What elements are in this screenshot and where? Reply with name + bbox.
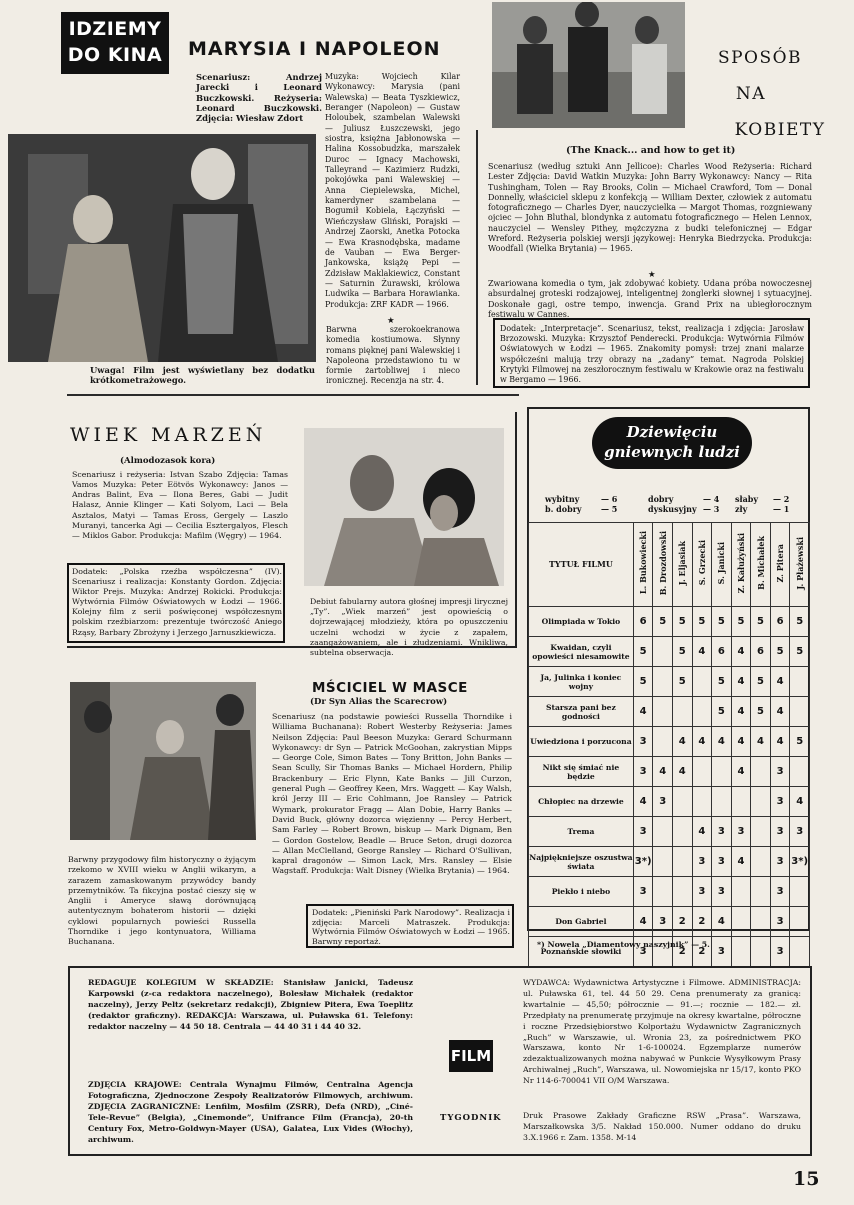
- msciciel-photo-figures: [70, 682, 256, 840]
- score-cell: 4: [751, 727, 771, 757]
- score-cell: [653, 727, 673, 757]
- score-cell: 2: [673, 907, 693, 937]
- score-cell: [790, 697, 810, 727]
- wiek-photo: [304, 428, 504, 586]
- score-cell: 6: [633, 607, 653, 637]
- ratings-legend: [545, 494, 805, 514]
- score-cell: 4: [731, 697, 751, 727]
- score-cell: 5: [653, 607, 673, 637]
- score-cell: 4: [633, 907, 653, 937]
- score-cell: 3: [790, 817, 810, 847]
- legend-label: b. dobry: [545, 504, 582, 514]
- score-cell: 4: [790, 787, 810, 817]
- score-cell: 4: [673, 727, 693, 757]
- score-cell: 4: [712, 907, 732, 937]
- score-cell: 5: [751, 607, 771, 637]
- score-cell: 5: [751, 697, 771, 727]
- msciciel-credits: Scenariusz (na podstawie powieści Russella Thorndike i Williama Buchanana): Robert Westerby Reżyseria: James Neilson Zdjęcia: Paul Beeson Muzyka: Gerard Schurmann Wykonawcy: dr Syn — Patrick McGoohan, zakrystian Mipps — George Cole, Simon Bates — Tony Britton, John Banks — Sean Scully, Sir Thomas Banks — Michael Hordern, Philip Brackenbury — Eric Flynn, Kate Banks — Jill Curzon, general Pugh — Geoffrey Keen, Mrs. Waggett — Kay Walsh, król Jerzy III — Eric Cohlmann, Joe Ransley — Patrick Wymark, prokurator Fragg — Alan Dobie, Harry Banks — David Buck, główny dozorca więzienny — Percy Herbert, Sam Farley — Robert Brown, biskup — Mark Dignam, Ben — Gordon Gostelow, Beadle — Bruce Seton, drugi dozorca — Allan McClelland, George Ransley — Richard O'Sullivan, kapral dragonów — Simon Lack, Mrs. Ransley — Elsie Wagstaff. Produkcja: Walt Disney (Wielka Brytania) — 1964.: [272, 712, 512, 876]
- score-cell: 3*): [790, 847, 810, 877]
- score-cell: [751, 907, 771, 937]
- score-cell: [712, 757, 732, 787]
- score-cell: 3: [633, 727, 653, 757]
- score-cell: [712, 787, 732, 817]
- marysia-title: MARYSIA I NAPOLEON: [188, 38, 441, 60]
- score-cell: 4: [633, 697, 653, 727]
- score-cell: 3: [633, 877, 653, 907]
- page-number: 15: [793, 1168, 820, 1190]
- score-cell: [673, 787, 693, 817]
- score-cell: 5: [790, 607, 810, 637]
- legend-value: — 5: [601, 504, 618, 514]
- knack-addon: Dodatek: „Interpretacje”. Scenariusz, tekst, realizacja i zdjęcia: Jarosław Brzozowski. Muzyka: Krzysztof Penderecki. Produkcja: Wytwórnia Filmów Oświatowych w Łodzi — 1965. Znakomity pomysł: trzej znani malarze współcześni malują trzy obrazy na „zadany” temat. Nagroda Polskiej Krytyki Filmowej na zeszłorocznym festiwalu w Krakowie oraz na festiwalu w Bergamo — 1966.: [500, 324, 804, 385]
- score-cell: 6: [712, 637, 732, 667]
- msciciel-subtitle: (Dr Syn Alias the Scarecrow): [310, 697, 448, 707]
- critic-name: B. Michałek: [755, 536, 766, 590]
- score-cell: 4: [731, 637, 751, 667]
- knack-title-line1: SPOSÓB: [717, 48, 803, 68]
- score-cell: [731, 877, 751, 907]
- critic-header: [790, 523, 810, 607]
- rating-row: [529, 667, 810, 697]
- score-cell: 5: [712, 697, 732, 727]
- film-column-header: TYTUŁ FILMU: [529, 523, 634, 607]
- score-cell: [653, 697, 673, 727]
- score-cell: 4: [770, 667, 790, 697]
- msciciel-addon: Dodatek: „Pieniński Park Narodowy”. Realizacja i zdjęcia: Marceli Matraszek. Produkcja: Wytwórnia Filmów Oświatowych w Łodzi — 1965. Barwny reportaż.: [312, 908, 510, 947]
- score-cell: [673, 817, 693, 847]
- critic-header: [633, 523, 653, 607]
- film-title: Uwiedziona i porzucona: [529, 727, 634, 757]
- score-cell: 5: [712, 667, 732, 697]
- film-title: Kwaidan, czyli opowieści niesamowite: [529, 637, 634, 667]
- ratings-table: [528, 522, 810, 967]
- critic-name: S. Janicki: [716, 541, 727, 585]
- score-cell: [751, 757, 771, 787]
- score-cell: 3: [770, 787, 790, 817]
- score-cell: 5: [790, 637, 810, 667]
- score-cell: [790, 667, 810, 697]
- score-cell: [692, 787, 712, 817]
- marysia-warning: Uwaga! Film jest wyświetlany bez dodatku krótkometrażowego.: [90, 365, 315, 386]
- score-cell: [692, 667, 712, 697]
- score-cell: [790, 757, 810, 787]
- score-cell: [790, 877, 810, 907]
- score-cell: [751, 817, 771, 847]
- wiek-review: Debiut fabularny autora głośnej impresji lirycznej „Ty”. „Wiek marzeń” jest opowieścią o dojrzewającej młodzieży, która po opuszczeniu uczelni wchodzi w życie z zapałem, zaangażowaniem, ale i złudzeniami. Wnikliwa, subtelna obserwacja.: [310, 597, 508, 658]
- score-cell: 4: [692, 637, 712, 667]
- film-title: Starsza pani bez godności: [529, 697, 634, 727]
- score-cell: 4: [692, 727, 712, 757]
- score-cell: 5: [790, 727, 810, 757]
- score-cell: [751, 847, 771, 877]
- legend-value: — 6: [601, 494, 618, 504]
- knack-star: ★: [648, 269, 656, 279]
- score-cell: 3: [712, 817, 732, 847]
- score-cell: 5: [770, 637, 790, 667]
- ratings-title-line1: Dziewięciu: [626, 423, 718, 441]
- knack-review: Zwariowana komedia o tym, jak zdobywać kobiety. Udana próba nowoczesnej absurdalnej groteski rodzajowej, inteligentnej żonglerki słownej i sytuacyjnej. Doskonałe gagi, ostre tempo, inwencja. Grand Prix na ubiegłorocznym festiwalu w Cannes.: [488, 279, 812, 319]
- critic-name: J. Eljasiak: [677, 540, 688, 586]
- score-cell: 6: [770, 607, 790, 637]
- knack-photo-figures: [492, 2, 685, 128]
- wiek-credits: Scenariusz i reżyseria: Istvan Szabo Zdjęcia: Tamas Vamos Muzyka: Peter Eötvös Wykonawcy: Janos — Andras Balint, Eva — Ilona Beres, Gabi — Judit Halasz, Annie Klinger — Kati Solyom, Laci — Bela Asztalos, Matyi — Tamas Eross, Gergely — Laszlo Muranyi, tancerka Agi — Cecilia Esztergalyos, Flesch — Miklos Gabor. Produkcja: Mafilm (Węgry) — 1964.: [72, 470, 288, 540]
- legend-label: dyskusyjny: [648, 504, 697, 514]
- score-cell: 3: [770, 757, 790, 787]
- critic-header: [731, 523, 751, 607]
- rating-row: [529, 637, 810, 667]
- critic-name: Z. Pitera: [775, 543, 786, 583]
- critic-header: [673, 523, 693, 607]
- rating-row: [529, 727, 810, 757]
- score-cell: 3: [692, 877, 712, 907]
- film-title: Poznańskie słowiki: [529, 937, 634, 967]
- score-cell: [790, 937, 810, 967]
- legend-value: — 2: [773, 494, 790, 504]
- score-cell: [790, 907, 810, 937]
- score-cell: 3*): [633, 847, 653, 877]
- score-cell: [673, 697, 693, 727]
- score-cell: [731, 787, 751, 817]
- wiek-title: WIEK MARZEŃ: [70, 424, 267, 446]
- score-cell: 3: [712, 847, 732, 877]
- critic-header: [653, 523, 673, 607]
- critic-header: [770, 523, 790, 607]
- score-cell: 4: [731, 727, 751, 757]
- rating-row: [529, 847, 810, 877]
- legend-label: dobry: [648, 494, 674, 504]
- score-cell: [751, 937, 771, 967]
- score-cell: 2: [692, 937, 712, 967]
- rating-row: [529, 757, 810, 787]
- score-cell: 3: [692, 847, 712, 877]
- rating-row: [529, 817, 810, 847]
- score-cell: 5: [731, 607, 751, 637]
- marysia-review: Barwna szerokoekranowa komedia kostiumowa. Słynny romans pięknej pani Walewskiej i Napoleona przedstawiono tu w formie żartobliwej i nieco ironicznej. Recenzja na str. 4.: [326, 325, 460, 386]
- film-title: Chłopiec na drzewie: [529, 787, 634, 817]
- score-cell: 3: [633, 817, 653, 847]
- score-cell: 5: [751, 667, 771, 697]
- critic-header: [692, 523, 712, 607]
- legend-value: — 1: [773, 504, 790, 514]
- score-cell: 6: [751, 637, 771, 667]
- rating-row: [529, 787, 810, 817]
- score-cell: [692, 697, 712, 727]
- critic-name: J. Płażewski: [794, 536, 805, 590]
- badge-line1: IDZIEMY: [68, 18, 162, 40]
- ratings-title: [592, 417, 752, 469]
- wiek-photo-figures: [304, 428, 504, 586]
- rating-row: [529, 697, 810, 727]
- score-cell: 3: [633, 937, 653, 967]
- msciciel-title: MŚCICIEL W MASCE: [312, 680, 468, 696]
- critic-name: B. Drozdowski: [657, 530, 668, 596]
- ratings-body: [529, 607, 810, 967]
- section-badge: [61, 12, 169, 74]
- score-cell: 2: [673, 937, 693, 967]
- score-cell: 5: [673, 667, 693, 697]
- score-cell: 4: [653, 757, 673, 787]
- marysia-credits-left: Scenariusz: Andrzej Jarecki i Leonard Buczkowski. Reżyseria: Leonard Buczkowski. Zdjęcia: Wiesław Zdort: [196, 72, 322, 124]
- score-cell: 3: [770, 937, 790, 967]
- footer-druk: Druk Prasowe Zakłady Graficzne RSW „Prasa”. Warszawa, Marszałkowska 3/5. Nakład 150.000. Numer oddano do druku 3.X.1966 r. Zam. 1358. M-14: [523, 1111, 801, 1142]
- score-cell: 3: [770, 817, 790, 847]
- rating-row: [529, 907, 810, 937]
- film-title: Nikt się śmiać nie będzie: [529, 757, 634, 787]
- score-cell: 4: [731, 757, 751, 787]
- legend-label: wybitny: [545, 494, 580, 504]
- score-cell: 3: [653, 787, 673, 817]
- score-cell: 5: [633, 637, 653, 667]
- marysia-star: ★: [387, 315, 395, 325]
- score-cell: [653, 847, 673, 877]
- rating-row: [529, 607, 810, 637]
- score-cell: [673, 877, 693, 907]
- knack-credits: Scenariusz (według sztuki Ann Jellicoe): Charles Wood Reżyseria: Richard Lester Zdjęcia: David Watkin Muzyka: John Barry Wykonawcy: Nancy — Rita Tushingham, Tolen — Ray Brooks, Colin — Michael Crawford, Tom — Donal Donnelly, właściciel sklepu z konfekcją — William Dexter, człowiek z automatu fotograficznego — Charles Dyer, nauczycielka — Margot Thomas, rozgniewany ojciec — John Bluthal, blondynka z automatu fotograficznego — Helen Lennox, nauczyciel — Wensley Pithey, mężczyzna z budki telefonicznej — Edgar Wreford. Reżyseria polskiej wersji językowej: Henryka Biedrzycka. Produkcja: Woodfall (Wielka Brytania) — 1965.: [488, 162, 812, 254]
- rating-row: [529, 877, 810, 907]
- knack-title-line2: NA: [735, 84, 767, 104]
- score-cell: 3: [731, 817, 751, 847]
- legend-label: zły: [735, 504, 748, 514]
- score-cell: 5: [692, 607, 712, 637]
- ratings-footnote: *) Nowela „Diamentowy naszyjnik” — 5.: [537, 940, 710, 949]
- score-cell: [751, 877, 771, 907]
- score-cell: 4: [633, 787, 653, 817]
- critic-name: L. Bukowiecki: [638, 531, 649, 595]
- score-cell: 2: [692, 907, 712, 937]
- score-cell: 3: [633, 757, 653, 787]
- knack-photo: [492, 2, 685, 128]
- score-cell: 4: [712, 727, 732, 757]
- score-cell: 5: [673, 637, 693, 667]
- score-cell: 4: [770, 697, 790, 727]
- film-title: Trema: [529, 817, 634, 847]
- footer-zdjecia: ZDJĘCIA KRAJOWE: Centrala Wynajmu Filmów, Centralna Agencja Fotograficzna, Zjednoczone Zespoły Realizatorów Filmowych, archiwum. ZDJĘCIA ZAGRANICZNE: Lenfilm, Mosfilm (ZSRR), Defa (NRD), „Ciné-Tele-Revue” (Belgia), „Cinemonde”, Unifrance Film (Francja), 20-th Century Fox, Metro-Goldwyn-Mayer (USA), Galatea, Lux Vides (Włochy), archiwum.: [88, 1080, 413, 1144]
- score-cell: [653, 817, 673, 847]
- score-cell: 5: [633, 667, 653, 697]
- film-title: Najpiękniejsze oszustwa świata: [529, 847, 634, 877]
- legend-label: słaby: [735, 494, 759, 504]
- msciciel-review: Barwny przygodowy film historyczny o żyjącym rzekomo w XVIII wieku w Anglii wikarym, a zarazem zamaskowanym przywódcy bandy przemytników. Ta fikcyjna postać cieszy się w Anglii i Ameryce sławą dorównującą autentycznym bohaterom historii — dzięki cyklowi popularnych powieści Russella Thorndike i jego kontynuatora, Williama Buchanana.: [68, 855, 256, 946]
- legend-value: — 3: [703, 504, 720, 514]
- score-cell: 3: [770, 847, 790, 877]
- ratings-title-line2: gniewnych ludzi: [604, 443, 740, 461]
- critic-header: [712, 523, 732, 607]
- score-cell: 3: [770, 877, 790, 907]
- score-cell: 3: [653, 907, 673, 937]
- score-cell: [653, 637, 673, 667]
- critic-name: Z. Kałużyński: [735, 532, 746, 594]
- film-title: Olimpiada w Tokio: [529, 607, 634, 637]
- film-title: Ja, Julinka i koniec wojny: [529, 667, 634, 697]
- knack-title-line3: KOBIETY: [734, 120, 826, 140]
- score-cell: [731, 907, 751, 937]
- score-cell: [653, 667, 673, 697]
- footer-wydawca: WYDAWCA: Wydawnictwa Artystyczne i Filmowe. ADMINISTRACJA: ul. Puławska 61, tel. 44 50 29. Cena prenumeraty za granicą: kwartalnie — 45,50; półrocznie — 91.—; rocznie — 182.— zł. Przedpłaty na prenumeratę przyjmuje na okresy kwartalne, półroczne i roczne Przedsiębiorstwo Kolportażu Wydawnictw Zagranicznych „Ruch” w Warszawie, ul. Wronia 23, za pośrednictwem PKO Warszawa, konto Nr 1-6-100024. Egzemplarze numerów zdezaktualizowanych można nabywać w Punkcie Wysyłkowym Prasy Archiwalnej „Ruch”, Warszawa, ul. Nowomiejska nr 15/17, konto PKO Nr 114-6-700041 VII O/M Warszawa.: [523, 978, 801, 1086]
- score-cell: 3: [712, 937, 732, 967]
- wiek-subtitle: (Almodozasok kora): [120, 456, 216, 466]
- msciciel-photo: [70, 682, 256, 840]
- divider-vertical-top: [476, 130, 478, 385]
- critic-name: S. Grzecki: [696, 540, 707, 586]
- footer-kolegium: REDAGUJE KOLEGIUM W SKŁADZIE: Stanisław Janicki, Tadeusz Karpowski (z-ca redaktora naczelnego), Bolesław Michałek (redaktor naczelny), Jerzy Peltz (sekretarz redakcji), Zbigniew Pitera, Ewa Toeplitz (redaktor graficzny). REDAKCJA: Warszawa, ul. Puławska 61. Telefony: redaktor naczelny — 44 50 18. Centrala — 44 40 31 i 44 40 32.: [88, 978, 413, 1031]
- score-cell: 4: [692, 817, 712, 847]
- score-cell: 3: [770, 907, 790, 937]
- score-cell: [751, 787, 771, 817]
- score-cell: [692, 757, 712, 787]
- film-logo: FILM: [449, 1040, 493, 1072]
- ratings-header-row: [529, 523, 810, 607]
- score-cell: 4: [731, 847, 751, 877]
- score-cell: [673, 847, 693, 877]
- divider-top: [67, 394, 519, 396]
- score-cell: 4: [770, 727, 790, 757]
- wiek-addon: Dodatek: „Polska rzeźba współczesna” (IV). Scenariusz i realizacja: Konstanty Gordon. Zdjęcia: Wiktor Prejs. Muzyka: Andrzej Rokicki. Produkcja: Wytwórnia Filmów Oświatowych w Łodzi — 1966. Kolejny film z serii poświęconej współczesnym polskim rzeźbiarzom: prezentuje twórczość Aniego Rząsy, Barbary Zbrożyny i Jerzego Jarnuszkiewicza.: [72, 567, 282, 637]
- score-cell: 4: [731, 667, 751, 697]
- marysia-credits: Muzyka: Wojciech Kilar Wykonawcy: Marysia (pani Walewska) — Beata Tyszkiewicz, Beranger (Napoleon) — Gustaw Holoubek, szambelan Walewski — Juliusz Łuszczewski, jego siostra, księżna Jabłonowska — Halina Kossobudzka, marszałek Duroc — Ignacy Machowski, Talleyrand — Kazimierz Rudzki, pokojówka pani Walewskiej — Anna Ciepielewska, Michel, kamerdyner szambelana — Bogumił Kobiela, Łączyński — Wieńczysław Gliński, Porajski — Andrzej Zaorski, Anetka Potocka — Ewa Krasnodębska, madame de Vauban — Ewa Berger-Jankowska, książę Pepi — Zdzisław Maklakiewicz, Constant — Saturnin Żurawski, królowa Ludwika — Barbara Horawianka. Produkcja: ZRF KADR — 1966.: [325, 72, 460, 309]
- score-cell: [653, 877, 673, 907]
- score-cell: 4: [673, 757, 693, 787]
- film-title: Piekło i niebo: [529, 877, 634, 907]
- score-cell: 5: [673, 607, 693, 637]
- knack-title: [700, 40, 840, 148]
- tygodnik-label: TYGODNIK: [440, 1113, 502, 1123]
- film-title: Don Gabriel: [529, 907, 634, 937]
- score-cell: [731, 937, 751, 967]
- marysia-photo: [8, 134, 316, 362]
- critic-header: [751, 523, 771, 607]
- marysia-photo-figures: [8, 134, 316, 362]
- score-cell: 3: [712, 877, 732, 907]
- knack-subtitle: (The Knack... and how to get it): [566, 145, 736, 156]
- badge-line2: DO KINA: [67, 44, 163, 66]
- legend-value: — 4: [703, 494, 720, 504]
- score-cell: 5: [712, 607, 732, 637]
